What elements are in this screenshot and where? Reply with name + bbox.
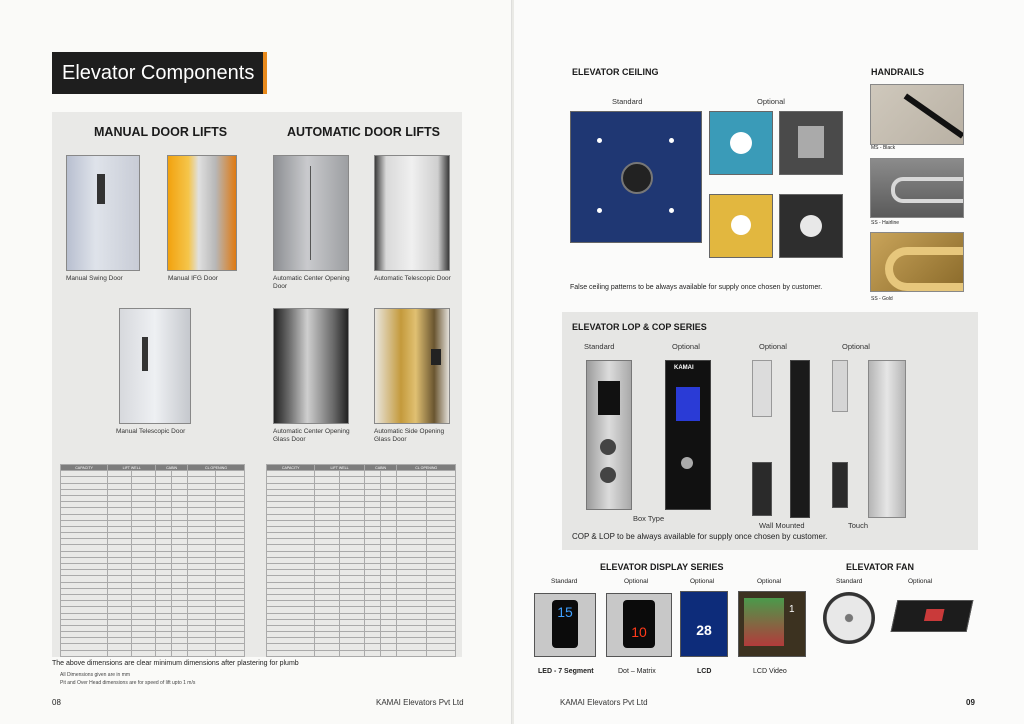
fan-heading: ELEVATOR FAN bbox=[846, 562, 915, 572]
wall-mounted-cop-panel bbox=[790, 360, 810, 518]
lop-label: Optional bbox=[672, 342, 700, 351]
automatic-telescopic-door-photo bbox=[374, 155, 450, 271]
lop-note: COP & LOP to be always available for supply once chosen by customer. bbox=[572, 532, 828, 541]
footnote: Pit and Over Head dimensions are for speed of lift upto 1 m/s bbox=[60, 680, 196, 686]
ceiling-note: False ceiling patterns to be always available for supply once chosen by customer. bbox=[570, 284, 823, 291]
ceiling-optional-label: Optional bbox=[757, 97, 785, 106]
dot-matrix-display bbox=[606, 593, 672, 657]
wall-mounted-caption: Wall Mounted bbox=[759, 521, 805, 530]
optional-ceiling-pattern-image bbox=[779, 111, 843, 175]
page-number-right: 09 bbox=[966, 698, 975, 707]
manual-dimension-table bbox=[60, 464, 245, 657]
lcd-video-floor-value: 1 bbox=[789, 604, 795, 615]
lop-cop-heading: ELEVATOR LOP & COP SERIES bbox=[572, 322, 707, 332]
ceiling-standard-label: Standard bbox=[612, 97, 643, 106]
fan-label: Standard bbox=[836, 578, 863, 585]
manual-ifg-door-photo bbox=[167, 155, 237, 271]
lcd-video-display bbox=[738, 591, 806, 657]
page-title: Elevator Components bbox=[52, 52, 267, 94]
handrails-heading: HANDRAILS bbox=[871, 67, 924, 77]
manual-ifg-door-caption: Manual IFG Door bbox=[168, 275, 218, 282]
lop-label: Optional bbox=[759, 342, 787, 351]
automatic-door-lifts-heading: AUTOMATIC DOOR LIFTS bbox=[287, 125, 440, 139]
dot-matrix-floor-value: 10 bbox=[623, 600, 655, 648]
wall-mounted-lop-bottom bbox=[752, 462, 772, 516]
table-header: CABIN bbox=[364, 465, 397, 471]
handrail-caption: SS - Gold bbox=[871, 296, 893, 302]
table-header: CL OPENING bbox=[397, 465, 456, 471]
display-label: Standard bbox=[551, 578, 578, 585]
table-header: LIFT WELL bbox=[108, 465, 156, 471]
automatic-telescopic-door-caption: Automatic Telescopic Door bbox=[374, 275, 451, 282]
table-header: LIFT WELL bbox=[315, 465, 364, 471]
manual-swing-door-caption: Manual Swing Door bbox=[66, 275, 123, 282]
lop-label: Optional bbox=[842, 342, 870, 351]
display-caption: Dot – Matrix bbox=[618, 668, 656, 675]
table-header: CAPACITY bbox=[267, 465, 315, 471]
automatic-center-opening-door-caption: Automatic Center Opening Door bbox=[273, 275, 350, 290]
led-7-segment-display bbox=[534, 593, 596, 657]
touch-lop-top bbox=[832, 360, 848, 412]
touch-lop-bottom bbox=[832, 462, 848, 508]
wall-mounted-lop-top bbox=[752, 360, 772, 417]
lcd-display bbox=[680, 591, 728, 657]
manual-swing-door-photo bbox=[66, 155, 140, 271]
manual-door-lifts-heading: MANUAL DOOR LIFTS bbox=[94, 125, 228, 139]
display-caption: LED - 7 Segment bbox=[538, 668, 594, 675]
handrail-caption: SS - Hairline bbox=[871, 220, 900, 226]
kamai-logo: KAMAI bbox=[674, 365, 694, 371]
table-header: CABIN bbox=[156, 465, 188, 471]
touch-caption: Touch bbox=[848, 521, 869, 530]
display-heading: ELEVATOR DISPLAY SERIES bbox=[600, 562, 724, 572]
automatic-side-glass-door-caption: Automatic Side Opening Glass Door bbox=[374, 428, 445, 443]
optional-ceiling-burst-image bbox=[779, 194, 843, 258]
fan-label: Optional bbox=[908, 578, 933, 585]
handrail-ss-gold-photo bbox=[870, 232, 964, 292]
display-caption: LCD Video bbox=[753, 668, 787, 675]
led-floor-value: 15 bbox=[552, 600, 578, 648]
page-number-left: 08 bbox=[52, 698, 61, 707]
optional-fan-image bbox=[891, 600, 974, 632]
automatic-center-opening-door-photo bbox=[273, 155, 349, 271]
dimensions-note: The above dimensions are clear minimum dimensions after plastering for plumb bbox=[52, 660, 299, 667]
optional-ceiling-star-image bbox=[709, 194, 773, 258]
standard-lop-panel bbox=[586, 360, 632, 510]
automatic-dimension-table bbox=[266, 464, 456, 657]
optional-ceiling-sun-image bbox=[709, 111, 773, 175]
footer-left: KAMAI Elevators Pvt Ltd bbox=[376, 698, 464, 707]
standard-fan-image bbox=[823, 592, 875, 644]
box-type-caption: Box Type bbox=[633, 514, 665, 523]
display-label: Optional bbox=[690, 578, 715, 585]
display-label: Optional bbox=[757, 578, 782, 585]
automatic-center-glass-door-caption: Automatic Center Opening Glass Door bbox=[273, 428, 350, 443]
display-label: Optional bbox=[624, 578, 649, 585]
lop-label: Standard bbox=[584, 342, 615, 351]
footnote: All Dimensions given are in mm bbox=[60, 672, 131, 678]
manual-telescopic-door-photo bbox=[119, 308, 191, 424]
display-caption: LCD bbox=[697, 668, 712, 675]
touch-cop-panel bbox=[868, 360, 906, 518]
handrail-ms-black-photo bbox=[870, 84, 964, 145]
handrail-caption: MS - Black bbox=[871, 145, 896, 151]
standard-ceiling-image bbox=[570, 111, 702, 243]
optional-cop-panel bbox=[665, 360, 711, 510]
handrail-ss-hairline-photo bbox=[870, 158, 964, 218]
table-header: CAPACITY bbox=[61, 465, 108, 471]
automatic-center-glass-door-photo bbox=[273, 308, 349, 424]
automatic-side-glass-door-photo bbox=[374, 308, 450, 424]
ceiling-heading: ELEVATOR CEILING bbox=[572, 67, 659, 77]
manual-telescopic-door-caption: Manual Telescopic Door bbox=[116, 428, 186, 435]
table-header: CL OPENING bbox=[187, 465, 244, 471]
footer-right: KAMAI Elevators Pvt Ltd bbox=[560, 698, 648, 707]
lcd-floor-value: 28 bbox=[696, 622, 712, 638]
